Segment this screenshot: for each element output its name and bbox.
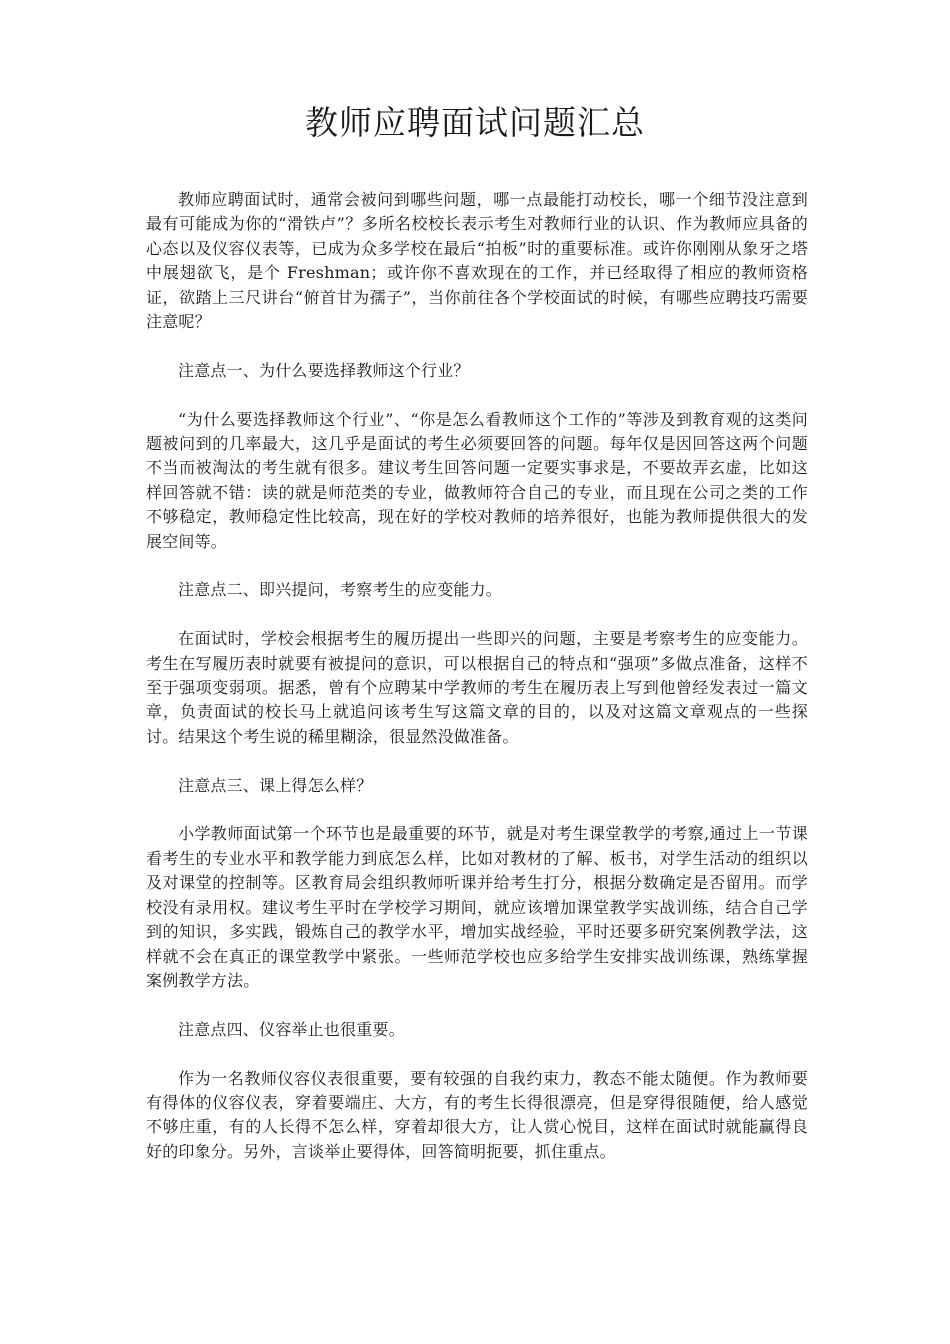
document-body bbox=[146, 188, 808, 1164]
intro-paragraph: 教师应聘面试时，通常会被问到哪些问题，哪一点最能打动校长，哪一个细节没注意到最有可能成为你的“滑铁卢”？多所名校校长表示考生对教师行业的认识、作为教师应具备的心态以及仪容仪表等，已成为众多学校在最后“拍板”时的重要标准。或许你刚刚从象牙之塔中展翅欲飞，是个 Freshman；或许你不喜欢现在的工作，并已经取得了相应的教师资格证，欲踏上三尺讲台“俯首甘为孺子”，当你前往各个学校面试的时候，有哪些应聘技巧需要注意呢？ bbox=[146, 190, 808, 332]
section-paragraph-2: 在面试时，学校会根据考生的履历提出一些即兴的问题，主要是考察考生的应变能力。考生在写履历表时就要有被提问的意识，可以根据自己的特点和“强项”多做点准备，这样不至于强项变弱项。据悉，曾有个应聘某中学教师的考生在履历表上写到他曾经发表过一篇文章，负责面试的校长马上就追问该考生写这篇文章的目的，以及对这篇文章观点的一些探讨。结果这个考生说的稀里糊涂，很显然没做准备。 bbox=[146, 629, 808, 746]
document-title: 教师应聘面试问题汇总 bbox=[305, 103, 645, 142]
section-paragraph-4: 作为一名教师仪容仪表很重要，要有较强的自我约束力，教态不能太随便。作为教师要有得体的仪容仪表，穿着要端庄、大方，有的考生长得很漂亮，但是穿得很随便，给人感觉不够庄重，有的人长得不怎么样，穿着却很大方，让人赏心悦目，这样在面试时就能赢得良好的印象分。另外，言谈举止要得体，回答简明扼要，抓住重点。 bbox=[146, 1068, 808, 1161]
section-heading-1: 注意点一、为什么要选择教师这个行业？ bbox=[178, 360, 470, 380]
section-heading-4: 注意点四、仪容举止也很重要。 bbox=[178, 1019, 405, 1039]
section-heading-2: 注意点二、即兴提问，考察考生的应变能力。 bbox=[178, 580, 503, 600]
section-paragraph-3: 小学教师面试第一个环节也是最重要的环节，就是对考生课堂教学的考察,通过上一节课看考生的专业水平和教学能力到底怎么样，比如对教材的了解、板书，对学生活动的组织以及对课堂的控制等。区教育局会组织教师听课并给考生打分，根据分数确定是否留用。而学校没有录用权。建议考生平时在学校学习期间，就应该增加课堂教学实战训练，结合自己学到的知识，多实践，锻炼自己的教学水平，增加实战经验，平时还要多研究案例教学法，这样就不会在真正的课堂教学中紧张。一些师范学校也应多给学生安排实战训练课，熟练掌握案例教学方法。 bbox=[146, 824, 808, 990]
section-heading-3: 注意点三、课上得怎么样？ bbox=[178, 775, 373, 795]
section-paragraph-1: “为什么要选择教师这个行业”、“你是怎么看教师这个工作的”等涉及到教育观的这类问题被问到的几率最大，这几乎是面试的考生必须要回答的问题。每年仅是因回答这两个问题不当而被淘汰的考生就有很多。建议考生回答问题一定要实事求是，不要故弄玄虚，比如这样回答就不错：读的就是师范类的专业，做教师符合自己的专业，而且现在公司之类的工作不够稳定，教师稳定性比较高，现在好的学校对教师的培养很好，也能为教师提供很大的发展空间等。 bbox=[146, 409, 808, 551]
